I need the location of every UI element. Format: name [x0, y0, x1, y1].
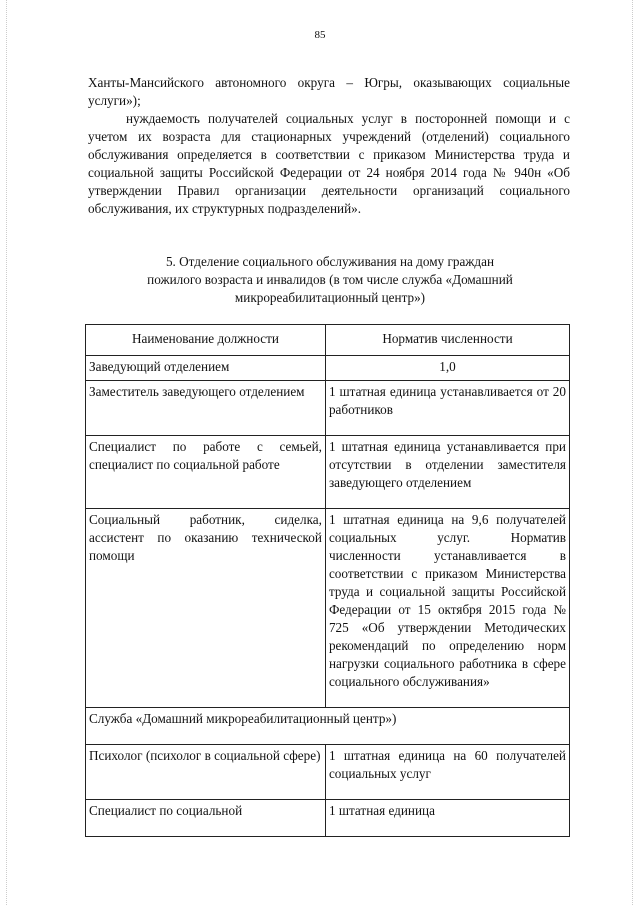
norm-cell: 1 штатная единица на 9,6 получателей социальных услуг. Норматив численности устанавливается в соответствии с приказом Министерства труда и социальной защиты Российской Федерации от 15 октября 2015 года № 725 «Об утверждении Методических рекомендаций по определению норм нагрузки социального работника в сфере социального обслуживания»: [325, 509, 569, 708]
section-title: [120, 253, 540, 307]
position-cell: Специалист по работе с семьей, специалист по социальной работе: [86, 436, 326, 509]
position-cell: Специалист по социальной: [86, 800, 326, 837]
section-title-line-1: 5. Отделение социального обслуживания на дому граждан: [165, 254, 495, 269]
norm-cell: 1 штатная единица на 60 получателей социальных услуг: [325, 745, 569, 800]
norm-cell: 1 штатная единица устанавливается при отсутствии в отделении заместителя заведующего отделением: [325, 436, 569, 509]
position-cell: Заведующий отделением: [86, 356, 326, 381]
table-row: [86, 800, 570, 837]
intro-paragraph-1: Ханты-Мансийского автономного округа – Югры, оказывающих социальные услуги»);: [88, 75, 570, 108]
intro-text: [88, 74, 570, 218]
table-header-row: [86, 325, 570, 356]
table-subheader-row: [86, 708, 570, 745]
table-row: [86, 745, 570, 800]
left-margin-line: [6, 0, 8, 905]
norm-cell: 1 штатная единица устанавливается от 20 работников: [325, 381, 569, 436]
norm-cell: 1,0: [325, 356, 569, 381]
service-subheader: Служба «Домашний микрореабилитационный центр»): [86, 708, 570, 745]
header-norm: Норматив численности: [325, 325, 569, 356]
table-row: [86, 509, 570, 708]
table-row: [86, 381, 570, 436]
section-title-line-3: микрореабилитационный центр»): [234, 290, 426, 305]
table-row: [86, 356, 570, 381]
section-title-line-2: пожилого возраста и инвалидов (в том числе служба «Домашний: [147, 272, 513, 287]
position-cell: Социальный работник, сиделка, ассистент по оказанию технической помощи: [86, 509, 326, 708]
position-cell: Заместитель заведующего отделением: [86, 381, 326, 436]
right-margin-line: [632, 0, 634, 905]
intro-paragraph-2: нуждаемость получателей социальных услуг в посторонней помощи и с учетом их возраста для стационарных учреждений (отделений) социального обслуживания определяется в соответствии с приказом Министерства труда и социальной защиты Российской Федерации от 24 ноября 2014 года № 940н «Об утверждении Правил организации деятельности организаций социального обслуживания, их структурных подразделений».: [88, 111, 570, 216]
table-row: [86, 436, 570, 509]
norm-cell: 1 штатная единица: [325, 800, 569, 837]
position-cell: Психолог (психолог в социальной сфере): [86, 745, 326, 800]
page-number: 85: [314, 29, 326, 41]
staffing-table: [85, 324, 570, 837]
header-position: Наименование должности: [86, 325, 326, 356]
